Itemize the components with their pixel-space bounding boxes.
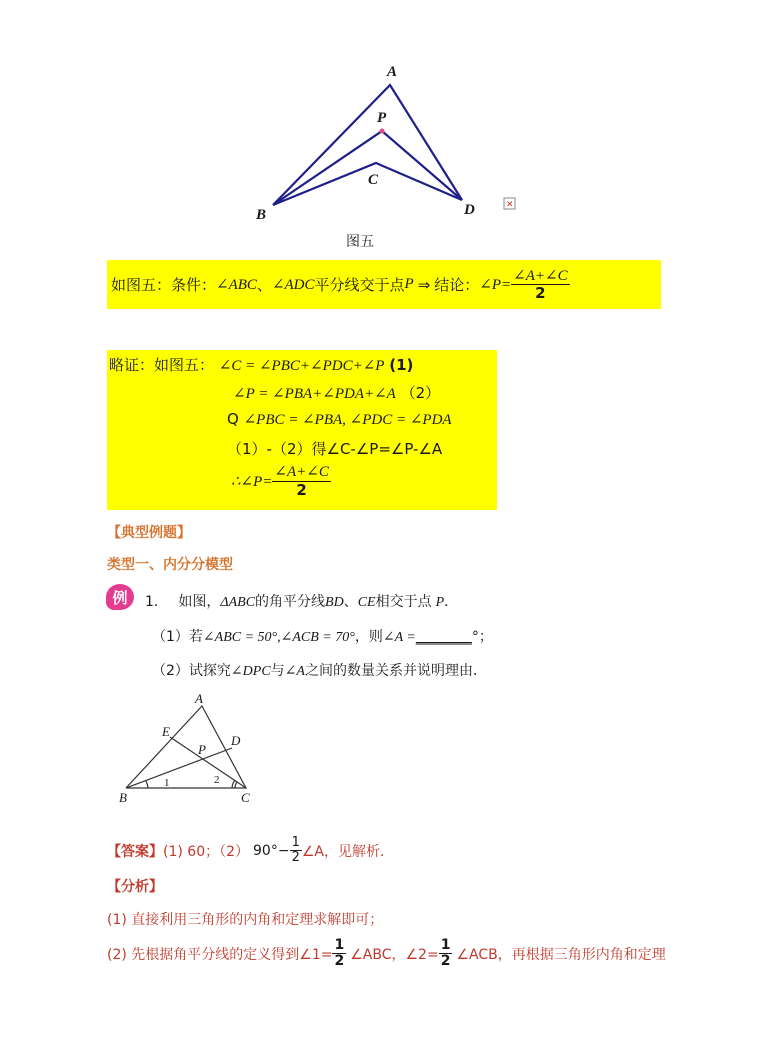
proof-line2: ∠P = ∠PBA+∠PDA+∠A <box>233 386 396 402</box>
analysis-line2-b: ∠ABC，∠2= <box>350 946 439 963</box>
tri-angle-1: 1 <box>164 777 170 789</box>
analysis-den2: 2 <box>440 953 451 970</box>
q1-end: °； <box>471 629 493 645</box>
tri-label-e: E <box>162 724 170 739</box>
figure-five-caption: 图五 <box>346 234 374 250</box>
example-end: ． <box>444 594 459 610</box>
proof-line3: ∠PBC = ∠PBA, ∠PDC = ∠PDA <box>243 412 452 428</box>
tri-label-d: D <box>231 733 241 748</box>
question-2 <box>152 660 487 680</box>
q1-math: ∠ABC = 50°,∠ACB = 70° <box>202 630 355 645</box>
label-a: A <box>387 64 398 80</box>
angle-arc-1 <box>146 781 148 788</box>
question-1 <box>152 626 493 646</box>
analysis-line2 <box>107 938 666 970</box>
q2-mid: 与 <box>270 663 285 679</box>
answer-expr-b: ∠A，见解析． <box>301 843 394 860</box>
tri-label-a: A <box>195 691 203 706</box>
condition-sep: 、 <box>256 276 272 294</box>
answer-line <box>107 836 394 866</box>
condition-point: P <box>404 276 414 292</box>
proof-fraction-den: 2 <box>296 480 307 499</box>
example-stem-b: 的角平分线 <box>255 594 326 610</box>
figure-five <box>240 55 540 230</box>
answer-num: 1 <box>291 835 300 850</box>
example-p: P <box>435 595 445 610</box>
q1-mid: ，则 <box>354 629 383 645</box>
analysis-fraction-1 <box>332 938 346 970</box>
tri-label-p: P <box>198 742 206 757</box>
proof-tag1: (1) <box>389 356 414 374</box>
q1-prefix: （1）若 <box>152 629 203 645</box>
example-stem-a: 如图， <box>178 594 221 610</box>
label-c: C <box>368 172 379 188</box>
tri-label-b: B <box>119 790 127 805</box>
label-d: D <box>464 202 475 218</box>
example-sep: 、 <box>343 594 358 610</box>
answer-expr-a: 90°− <box>253 842 290 859</box>
proof-line4: （1）-（2）得∠C-∠P=∠P-∠A <box>227 440 443 458</box>
implies-arrow: ⇒ <box>417 275 431 294</box>
answer-fraction <box>290 836 302 866</box>
conclusion-lhs: ∠P= <box>479 277 512 293</box>
q1-blank[interactable]: ________ <box>415 629 472 645</box>
answer-part1: (1) 60；（2） <box>163 843 250 860</box>
q1-angle: ∠A = <box>382 630 416 645</box>
tri-angle-2: 2 <box>214 774 220 786</box>
analysis-fraction-2 <box>439 938 453 970</box>
example-stem-c: 相交于点 <box>375 594 432 610</box>
analysis-num2: 1 <box>440 937 451 953</box>
condition-mid: 平分线交于点 <box>314 276 405 294</box>
conclusion-fraction <box>511 268 569 302</box>
proof-box <box>107 350 497 510</box>
answer-tag: 【答案】 <box>107 843 163 860</box>
example-ce: CE <box>357 595 376 610</box>
q2-end: 之间的数量关系并说明理由． <box>304 663 487 679</box>
example-triangle: ΔABC <box>220 595 256 610</box>
proof-fraction <box>272 464 330 498</box>
example-bd: BD <box>325 595 344 610</box>
analysis-line2-c: ∠ACB，再根据三角形内角和定理 <box>456 946 666 963</box>
condition-angle-adc: ∠ADC <box>271 277 315 293</box>
analysis-tag: 【分析】 <box>107 879 163 895</box>
analysis-line2-a: (2) 先根据角平分线的定义得到∠1= <box>107 946 333 963</box>
q2-a: ∠A <box>284 664 305 679</box>
tri-label-c: C <box>241 790 250 805</box>
svg-text:✕: ✕ <box>506 200 514 210</box>
triangle-figure <box>110 690 270 815</box>
label-b: B <box>256 207 267 223</box>
analysis-num1: 1 <box>334 937 345 953</box>
proof-prefix: 略证：如图五： <box>109 356 215 374</box>
analysis-line1: (1) 直接利用三角形的内角和定理求解即可； <box>107 912 384 928</box>
condition-angle-abc: ∠ABC <box>216 277 257 293</box>
fraction-numerator: ∠A+∠C <box>513 267 568 284</box>
condition-box <box>107 260 661 309</box>
label-p: P <box>377 110 387 126</box>
proof-line5-lhs: ∴∠P= <box>231 473 273 490</box>
proof-q: Q <box>227 410 239 428</box>
answer-den: 2 <box>291 850 300 866</box>
proof-line1: ∠C = ∠PBC+∠PDC+∠P <box>218 358 385 374</box>
proof-tag2: （2） <box>400 384 441 402</box>
fraction-denominator: 2 <box>535 284 546 302</box>
example-badge-label: 例 <box>112 588 128 607</box>
q2-prefix: （2）试探究 <box>152 663 231 679</box>
type-title: 类型一、内分分模型 <box>107 557 233 573</box>
point-p-marker <box>380 129 385 134</box>
example-number: 1． <box>145 594 168 610</box>
q2-dpc: ∠DPC <box>230 664 271 679</box>
example-stem <box>145 591 458 611</box>
example-badge <box>106 584 134 610</box>
section-title: 【典型例题】 <box>107 525 191 541</box>
condition-prefix: 如图五：条件： <box>111 276 217 294</box>
conclusion-label: 结论： <box>434 276 480 294</box>
proof-fraction-num: ∠A+∠C <box>274 464 329 480</box>
analysis-den1: 2 <box>334 953 345 970</box>
